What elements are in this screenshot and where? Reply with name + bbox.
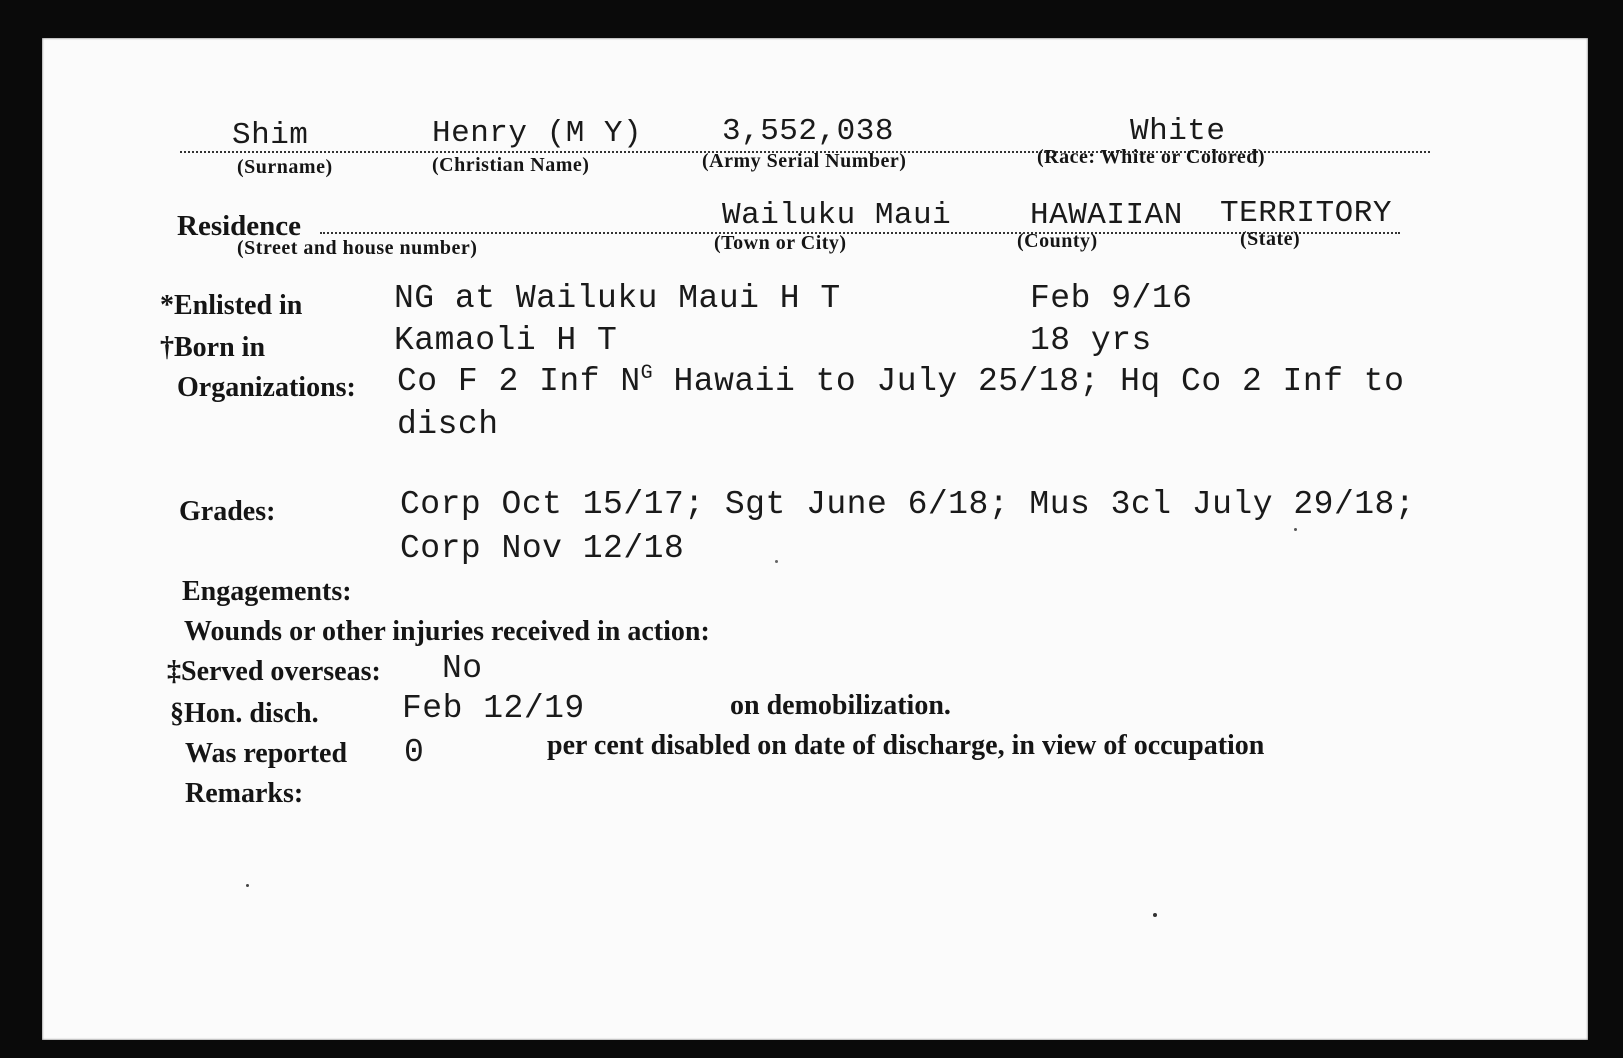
scan-speck: [775, 560, 778, 563]
scan-speck: [1153, 913, 1157, 917]
organizations-line-1: [397, 362, 1404, 400]
organizations-label: Organizations:: [177, 372, 356, 403]
enlisted-label: *Enlisted in: [160, 290, 303, 321]
organizations-line-1-a: Co F 2 Inf N: [397, 363, 641, 400]
served-overseas-label: ‡Served overseas:: [167, 656, 381, 687]
grades-label: Grades:: [179, 496, 276, 527]
town-caption: (Town or City): [714, 232, 847, 254]
engagements-label: Engagements:: [182, 576, 352, 607]
disability-suffix: per cent disabled on date of discharge, in view of occupation: [547, 730, 1265, 761]
grades-line-2: Corp Nov 12/18: [400, 530, 685, 567]
county-caption: (County): [1017, 230, 1098, 252]
remarks-label: Remarks:: [185, 778, 304, 809]
organizations-line-1-b: Hawaii to July 25/18; Hq Co 2 Inf to: [653, 363, 1405, 400]
residence-label: Residence: [177, 210, 302, 242]
organizations-line-1-sup: G: [640, 362, 654, 385]
street-caption: (Street and house number): [237, 237, 478, 259]
hon-disch-suffix: on demobilization.: [730, 690, 951, 721]
serial-number-caption: (Army Serial Number): [702, 150, 907, 172]
service-record-card: [42, 38, 1588, 1040]
state-caption: (State): [1240, 228, 1301, 250]
wounds-label: Wounds or other injuries received in action:: [184, 616, 710, 647]
disability-value: 0: [404, 734, 425, 771]
hon-disch-label: §Hon. disch.: [170, 698, 319, 729]
born-label: †Born in: [160, 332, 266, 363]
race-value: White: [1130, 114, 1226, 149]
surname-caption: (Surname): [237, 156, 333, 178]
county-value: HAWAIIAN: [1030, 198, 1183, 233]
enlisted-place: NG at Wailuku Maui H T: [394, 280, 841, 317]
enlisted-date: Feb 9/16: [1030, 280, 1193, 317]
disability-label: Was reported: [185, 738, 348, 769]
town-value: Wailuku Maui: [722, 198, 952, 233]
serial-number-value: 3,552,038: [722, 114, 894, 149]
christian-name-caption: (Christian Name): [432, 154, 590, 176]
hon-disch-date: Feb 12/19: [402, 690, 585, 727]
organizations-line-2: disch: [397, 406, 499, 443]
christian-name-value: Henry (M Y): [432, 116, 643, 151]
scan-speck: [246, 884, 249, 887]
born-age: 18 yrs: [1030, 322, 1152, 359]
grades-line-1: Corp Oct 15/17; Sgt June 6/18; Mus 3cl July 29/18;: [400, 486, 1416, 523]
scan-speck: [1294, 528, 1297, 531]
surname-value: Shim: [232, 118, 309, 153]
born-place: Kamaoli H T: [394, 322, 618, 359]
state-value: TERRITORY: [1220, 196, 1392, 231]
race-caption: (Race: White or Colored): [1037, 146, 1266, 168]
served-overseas-value: No: [442, 650, 483, 687]
